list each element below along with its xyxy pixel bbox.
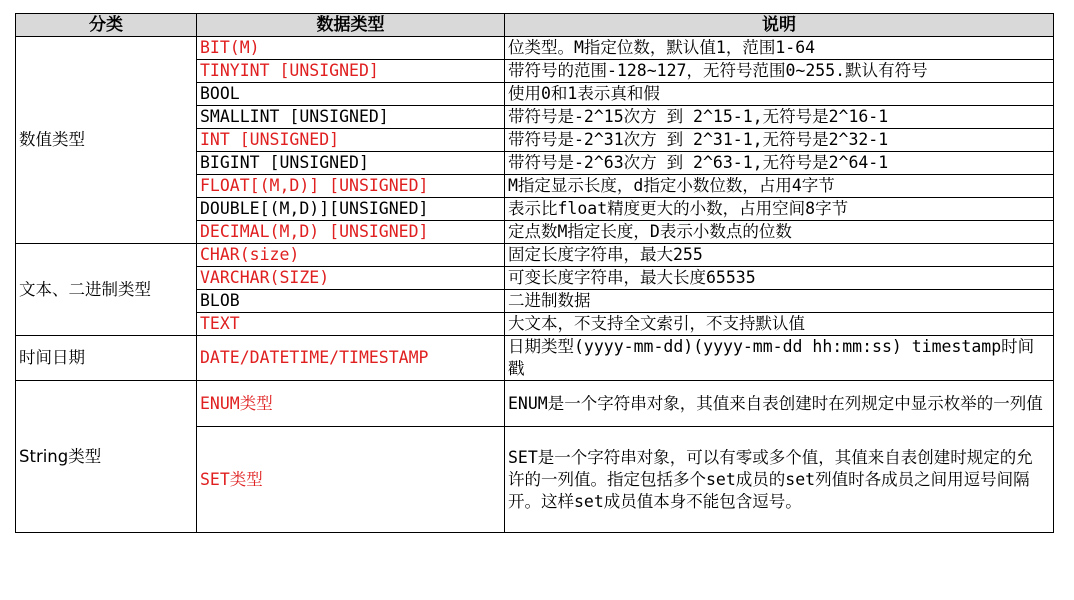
description-cell: 使用0和1表示真和假	[505, 83, 1054, 106]
table-row	[16, 37, 1054, 60]
description-cell: 二进制数据	[505, 290, 1054, 313]
description-cell: ENUM是一个字符串对象，其值来自表创建时在列规定中显示枚举的一列值	[505, 381, 1054, 427]
table-row	[16, 336, 1054, 381]
data-type-cell: FLOAT[(M,D)] [UNSIGNED]	[197, 175, 505, 198]
description-cell: 带符号的范围-128~127，无符号范围0~255.默认有符号	[505, 60, 1054, 83]
data-type-cell: INT [UNSIGNED]	[197, 129, 505, 152]
description-cell: 带符号是-2^15次方 到 2^15-1,无符号是2^16-1	[505, 106, 1054, 129]
data-type-cell: DECIMAL(M,D) [UNSIGNED]	[197, 221, 505, 244]
data-type-cell: TEXT	[197, 313, 505, 336]
description-cell: 固定长度字符串，最大255	[505, 244, 1054, 267]
data-type-cell: BIGINT [UNSIGNED]	[197, 152, 505, 175]
category-cell: 数值类型	[16, 37, 197, 244]
data-type-cell: BOOL	[197, 83, 505, 106]
table-row	[16, 381, 1054, 427]
table-header-row	[16, 14, 1054, 37]
category-cell: String类型	[16, 381, 197, 533]
description-cell: 表示比float精度更大的小数，占用空间8字节	[505, 198, 1054, 221]
description-cell: 带符号是-2^31次方 到 2^31-1,无符号是2^32-1	[505, 129, 1054, 152]
description-cell: M指定显示长度，d指定小数位数，占用4字节	[505, 175, 1054, 198]
data-type-cell: VARCHAR(SIZE)	[197, 267, 505, 290]
description-cell: 日期类型(yyyy-mm-dd)(yyyy-mm-dd hh:mm:ss) timestamp时间戳	[505, 336, 1054, 381]
description-cell: 位类型。M指定位数，默认值1，范围1-64	[505, 37, 1054, 60]
description-cell: SET是一个字符串对象，可以有零或多个值，其值来自表创建时规定的允许的一列值。指定包括多个set成员的set列值时各成员之间用逗号间隔开。这样set成员值本身不能包含逗号。	[505, 427, 1054, 533]
description-cell: 可变长度字符串，最大长度65535	[505, 267, 1054, 290]
data-type-cell: DOUBLE[(M,D)][UNSIGNED]	[197, 198, 505, 221]
header-category: 分类	[16, 14, 197, 37]
data-type-cell: BIT(M)	[197, 37, 505, 60]
data-type-cell: SMALLINT [UNSIGNED]	[197, 106, 505, 129]
description-cell: 定点数M指定长度，D表示小数点的位数	[505, 221, 1054, 244]
description-cell: 大文本，不支持全文索引，不支持默认值	[505, 313, 1054, 336]
data-type-cell: BLOB	[197, 290, 505, 313]
header-description: 说明	[505, 14, 1054, 37]
category-cell: 时间日期	[16, 336, 197, 381]
data-type-cell: DATE/DATETIME/TIMESTAMP	[197, 336, 505, 381]
header-data-type: 数据类型	[197, 14, 505, 37]
table-row	[16, 244, 1054, 267]
category-cell: 文本、二进制类型	[16, 244, 197, 336]
data-type-cell: CHAR(size)	[197, 244, 505, 267]
data-type-cell: TINYINT [UNSIGNED]	[197, 60, 505, 83]
data-types-table	[15, 13, 1054, 533]
data-type-cell: ENUM类型	[197, 381, 505, 427]
data-type-cell: SET类型	[197, 427, 505, 533]
description-cell: 带符号是-2^63次方 到 2^63-1,无符号是2^64-1	[505, 152, 1054, 175]
